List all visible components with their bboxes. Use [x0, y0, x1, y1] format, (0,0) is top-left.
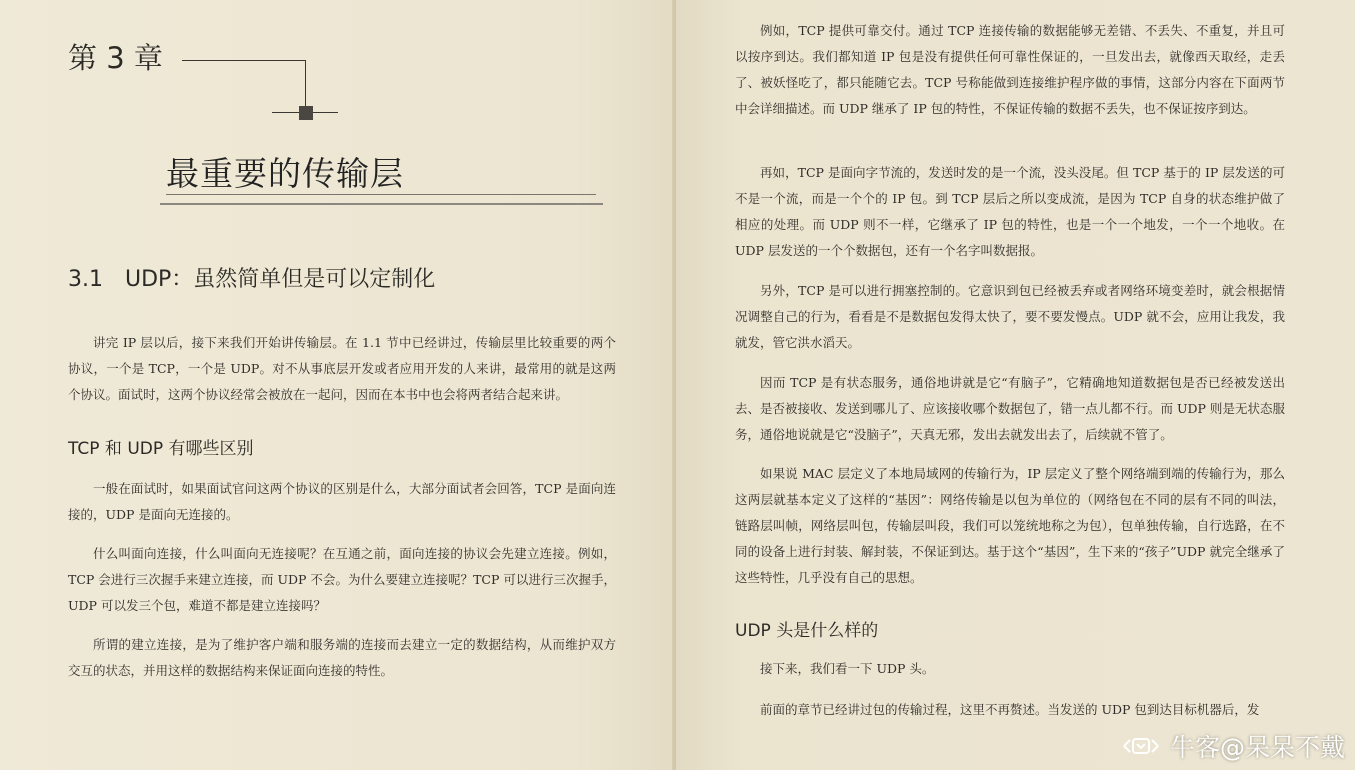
chapter-label: 第 3 章: [68, 41, 163, 75]
section-title: 3.1 UDP：虽然简单但是可以定制化: [68, 267, 436, 292]
paragraph: 再如，TCP 是面向字节流的，发送时发的是一个流，没头没尾。但 TCP 基于的 IP 层发送的可不是一个流，而是一个个的 IP 包。到 TCP 层后之所以变成流，是因为 TCP 自身的状态维护做了相应的处理。而 UDP 则不一样，它继承了 IP 包的特性，也是一个一个地发，一个一个地收。在 UDP 层发送的一个个数据包，还有一个名字叫数据报。: [735, 165, 1285, 258]
subheading-udp-header: UDP 头是什么样的: [735, 621, 879, 641]
paragraph: 例如，TCP 提供可靠交付。通过 TCP 连接传输的数据能够无差错、不丢失、不重复，并且可以按序到达。我们都知道 IP 包是没有提供任何可靠性保证的，一旦发出去，就像西天取经，走丢了、被妖怪吃了，都只能随它去。TCP 号称能做到连接维护程序做的事情，这部分内容在下面两节中会详细描述。而 UDP 继承了 IP 包的特性，不保证传输的数据不丢失，也不保证按序到达。: [735, 23, 1285, 116]
paragraph: 如果说 MAC 层定义了本地局域网的传输行为，IP 层定义了整个网络端到端的传输行为，那么这两层就基本定义了这样的“基因”：网络传输是以包为单位的（网络包在不同的层有不同的叫法，链路层叫帧，网络层叫包，传输层叫段，我们可以笼统地称之为包），包单独传输，自行选路，在不同的设备上进行封装、解封装，不保证到达。基于这个“基因”，生下来的“孩子”UDP 就完全继承了这些特性，几乎没有自己的思想。: [735, 466, 1285, 585]
paragraph: 所谓的建立连接，是为了维护客户端和服务端的连接而去建立一定的数据结构，从而维护双方交互的状态，并用这样的数据结构来保证面向连接的特性。: [68, 637, 616, 678]
watermark-text: 牛客@呆呆不戴: [1169, 733, 1345, 762]
chapter-decoration-rule: [182, 60, 306, 61]
subheading-tcp-udp-difference: TCP 和 UDP 有哪些区别: [68, 439, 254, 459]
paragraph: 另外，TCP 是可以进行拥塞控制的。它意识到包已经被丢弃或者网络环境变差时，就会根据情况调整自己的行为，看看是不是数据包发得太快了，要不要发慢点。UDP 就不会，应用让我发，我就发，管它洪水滔天。: [735, 283, 1285, 350]
paragraph: 讲完 IP 层以后，接下来我们开始讲传输层。在 1.1 节中已经讲过，传输层里比较重要的两个协议，一个是 TCP，一个是 UDP。对不从事底层开发或者应用开发的人来讲，最常用的就是这两个协议。面试时，这两个协议经常会被放在一起问，因而在本书中也会将两者结合起来讲。: [68, 335, 616, 402]
chapter-title: 最重要的传输层: [166, 154, 404, 193]
title-underline-double: [160, 203, 603, 205]
paragraph: 一般在面试时，如果面试官问这两个协议的区别是什么，大部分面试者会回答，TCP 是面向连接的，UDP 是面向无连接的。: [68, 481, 616, 522]
title-underline: [166, 194, 596, 195]
watermark: [1118, 728, 1345, 764]
paragraph: 因而 TCP 是有状态服务，通俗地讲就是它“有脑子”，它精确地知道数据包是否已经被发送出去、是否被接收、发送到哪儿了、应该接收哪个数据包了，错一点儿都不行。而 UDP 则是无状态服务，通俗地说就是它“没脑子”，天真无邪，发出去就发出去了，后续就不管了。: [735, 375, 1285, 442]
nowcoder-logo-icon: [1118, 732, 1164, 760]
paragraph: 接下来，我们看一下 UDP 头。: [760, 661, 935, 676]
chapter-decoration-rule-vertical: [305, 60, 306, 106]
left-page: [0, 0, 676, 770]
right-page: [676, 0, 1355, 770]
chapter-decoration-square: [299, 106, 313, 120]
paragraph: 前面的章节已经讲过包的传输过程，这里不再赘述。当发送的 UDP 包到达目标机器后，发: [760, 702, 1260, 717]
paragraph: 什么叫面向连接，什么叫面向无连接呢？在互通之前，面向连接的协议会先建立连接。例如，TCP 会进行三次握手来建立连接，而 UDP 不会。为什么要建立连接呢？TCP 可以进行三次握手，UDP 可以发三个包，难道不都是建立连接吗？: [68, 546, 616, 613]
